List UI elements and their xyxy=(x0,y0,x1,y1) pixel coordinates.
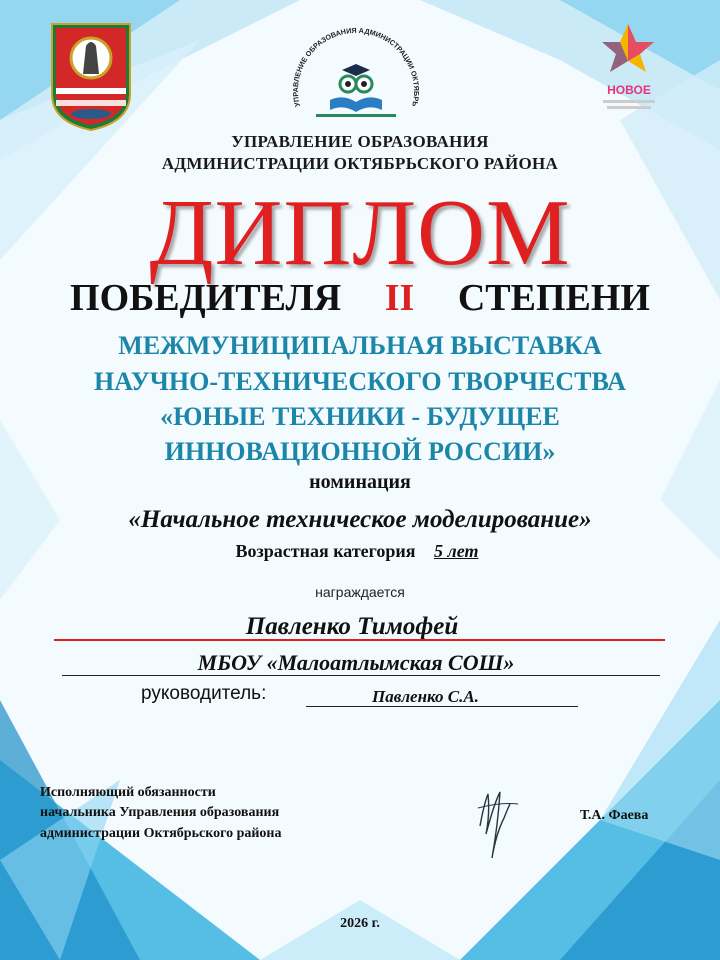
age-category-label: Возрастная категория xyxy=(235,541,416,561)
degree-line xyxy=(0,279,720,317)
new-education-logo xyxy=(594,20,664,110)
nomination-title: «Начальное техническое моделирование» xyxy=(128,506,592,533)
leader-underline xyxy=(306,706,578,707)
education-department-seal xyxy=(286,18,426,128)
recipient-name: Павленко Тимофей xyxy=(245,613,459,640)
coat-of-arms-emblem xyxy=(50,22,132,132)
signature-title-line-3: администрации Октябрьского района xyxy=(40,825,282,841)
event-line-1: МЕЖМУНИЦИПАЛЬНАЯ ВЫСТАВКА xyxy=(118,331,602,360)
nomination-label: номинация xyxy=(309,471,411,493)
awarded-label: награждается xyxy=(315,584,405,600)
diploma-title: ДИПЛОМ xyxy=(149,181,571,285)
header-line-2: АДМИНИСТРАЦИИ ОКТЯБРЬСКОГО РАЙОНА xyxy=(161,154,559,173)
age-category xyxy=(0,541,720,562)
event-line-3: «ЮНЫЕ ТЕХНИКИ - БУДУЩЕЕ xyxy=(160,402,560,431)
seal-arc-text: УПРАВЛЕНИЕ ОБРАЗОВАНИЯ АДМИНИСТРАЦИИ ОКТЯБРЬ xyxy=(290,25,422,108)
header-line-1: УПРАВЛЕНИЕ ОБРАЗОВАНИЯ xyxy=(231,132,489,151)
signer-name: Т.А. Фаева xyxy=(580,808,649,823)
signature-title-line-1: Исполняющий обязанности xyxy=(40,785,216,800)
logo-subtext-placeholder-2 xyxy=(607,106,651,109)
logo-text: НОВОЕ xyxy=(607,83,651,97)
degree-before: ПОБЕДИТЕЛЯ xyxy=(70,277,342,319)
logo-subtext-placeholder xyxy=(603,100,655,103)
degree-roman: II xyxy=(384,277,415,319)
svg-text:УПРАВЛЕНИЕ ОБРАЗОВАНИЯ АДМИНИС xyxy=(286,18,421,108)
recipient-name-underline xyxy=(54,639,665,641)
leader-label: руководитель: xyxy=(141,683,267,704)
event-line-2: НАУЧНО-ТЕХНИЧЕСКОГО ТВОРЧЕСТВА xyxy=(94,367,626,396)
recipient-school-underline xyxy=(62,675,660,676)
leader-name: Павленко С.А. xyxy=(372,687,479,706)
signature-title-block xyxy=(40,783,282,844)
event-line-4: ИННОВАЦИОННОЙ РОССИИ» xyxy=(164,437,556,466)
degree-after: СТЕПЕНИ xyxy=(457,277,650,319)
age-category-value: 5 лет xyxy=(434,541,479,561)
recipient-school: МБОУ «Малоатлымская СОШ» xyxy=(197,650,515,675)
handwritten-signature xyxy=(470,774,530,864)
year: 2026 г. xyxy=(340,916,380,931)
signature-title-line-2: начальника Управления образования xyxy=(40,805,280,821)
